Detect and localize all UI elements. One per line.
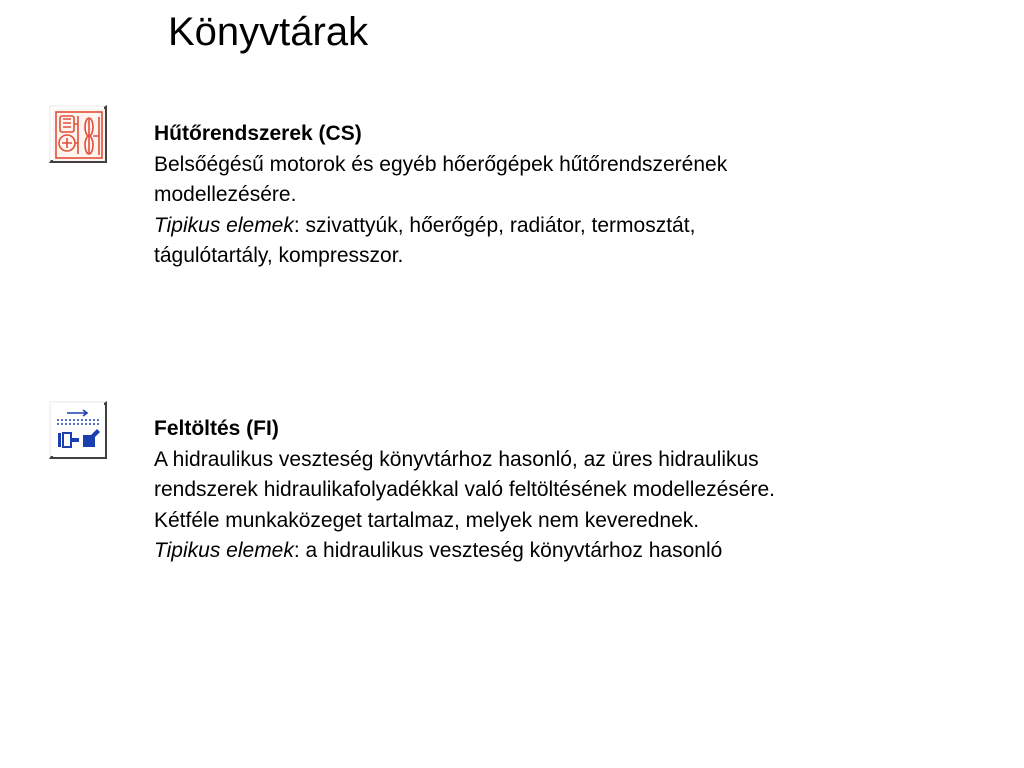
typical-elements-line xyxy=(154,536,974,567)
cooling-system-icon xyxy=(53,109,105,161)
filling-icon xyxy=(53,405,105,457)
typical-elements-text: : a hidraulikus veszteség könyvtárhoz hasonló xyxy=(293,539,723,562)
library-entry-cooling-systems xyxy=(154,119,974,272)
library-description-line: Belsőégésű motorok és egyéb hőerőgépek hűtőrendszerének xyxy=(154,152,728,176)
library-description-line: A hidraulikus veszteség könyvtárhoz hasonló, az üres hidraulikus xyxy=(154,447,759,471)
library-description-line: rendszerek hidraulikafolyadékkal való feltöltésének modellezésére. xyxy=(154,478,776,501)
library-heading: Feltöltés (FI) xyxy=(154,417,279,440)
page-title: Könyvtárak xyxy=(168,10,369,54)
library-entry-filling xyxy=(154,414,974,567)
typical-elements-text: : szivattyúk, hőerőgép, radiátor, termosztát, xyxy=(293,213,696,237)
filling-library-icon xyxy=(49,401,107,459)
library-description-line: Kétféle munkaközeget tartalmaz, melyek nem keverednek. xyxy=(154,508,700,532)
typical-elements-line xyxy=(154,211,974,242)
cooling-system-library-icon xyxy=(49,105,107,163)
typical-elements-continuation: tágulótartály, kompresszor. xyxy=(154,244,404,267)
library-heading: Hűtőrendszerek (CS) xyxy=(154,122,362,145)
typical-elements-label: Tipikus elemek xyxy=(154,213,294,237)
typical-elements-label: Tipikus elemek xyxy=(154,539,294,562)
library-description-line: modellezésére. xyxy=(154,183,297,206)
